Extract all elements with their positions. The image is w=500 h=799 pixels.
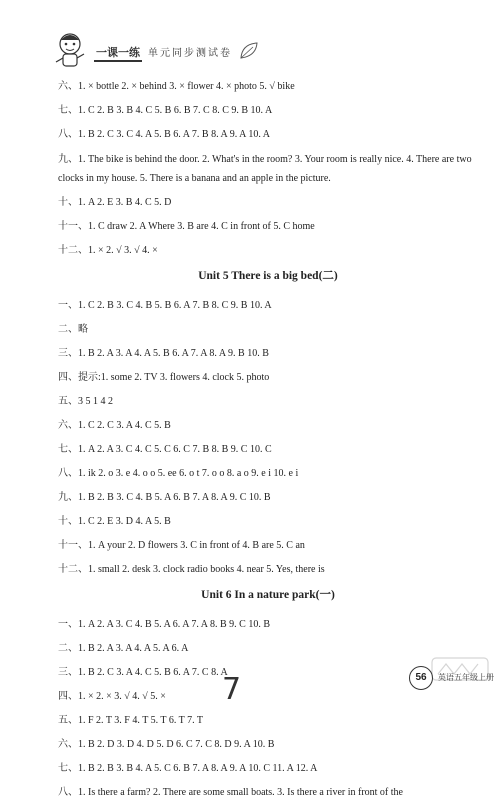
answer-line: 三、1. B 2. A 3. A 4. A 5. B 6. A 7. A 8. A 9. B 10. B: [58, 348, 269, 359]
page-header: [52, 30, 252, 70]
answer-line: 四、提示:1. some 2. TV 3. flowers 4. clock 5. photo: [58, 372, 270, 383]
answer-line: 九、1. B 2. B 3. C 4. B 5. A 6. B 7. A 8. A 9. C 10. B: [58, 492, 271, 503]
answer-line: 九、1. The bike is behind the door. 2. What's in the room? 3. Your room is really nice. 4. There are two clocks in my house. 5. There is a banana and an apple in the picture.: [58, 154, 472, 184]
leaf-decoration-icon: [238, 40, 260, 62]
answer-line: 十一、1. C draw 2. A Where 3. B are 4. C in front of 5. C home: [58, 221, 315, 232]
answer-line: 三、1. B 2. C 3. A 4. C 5. B 6. A 7. C 8. A: [58, 667, 228, 678]
page-number: 56: [409, 666, 433, 690]
answer-line: 十二、1. × 2. √ 3. √ 4. ×: [58, 245, 158, 256]
answer-line: 一、1. A 2. A 3. C 4. B 5. A 6. A 7. A 8. B 9. C 10. B: [58, 619, 270, 630]
answer-line: 七、1. B 2. B 3. B 4. A 5. C 6. B 7. A 8. A 9. A 10. C 11. A 12. A: [58, 763, 318, 774]
book-name: 英语五年级上册: [438, 673, 494, 682]
cartoon-mascot-icon: [52, 30, 88, 70]
unit6-title: Unit 6 In a nature park(一): [201, 589, 335, 601]
answer-line: 二、1. B 2. A 3. A 4. A 5. A 6. A: [58, 643, 189, 654]
answer-line: 六、1. C 2. C 3. A 4. C 5. B: [58, 420, 171, 431]
answer-line: 八、1. B 2. C 3. C 4. A 5. B 6. A 7. B 8. A 9. A 10. A: [58, 129, 270, 140]
answer-line: 十一、1. A your 2. D flowers 3. C in front of 4. B are 5. C an: [58, 540, 305, 551]
answer-line: 八、1. ik 2. o 3. e 4. o o 5. ee 6. o t 7. o o 8. a o 9. e i 10. e i: [58, 468, 299, 479]
answer-line: 十、1. C 2. E 3. D 4. A 5. B: [58, 516, 171, 527]
answer-line: 四、1. × 2. × 3. √ 4. √ 5. ×: [58, 691, 166, 702]
answer-line: 五、1. F 2. T 3. F 4. T 5. T 6. T 7. T: [58, 715, 204, 726]
answer-line: 六、1. × bottle 2. × behind 3. × flower 4. × photo 5. √ bike: [58, 81, 295, 92]
answer-line: 一、1. C 2. B 3. C 4. B 5. B 6. A 7. B 8. C 9. B 10. A: [58, 300, 272, 311]
answer-content: [58, 80, 478, 799]
answer-line: 十、1. A 2. E 3. B 4. C 5. D: [58, 197, 172, 208]
handwritten-mark: 7: [222, 672, 242, 707]
answer-line: 七、1. C 2. B 3. B 4. C 5. B 6. B 7. C 8. C 9. B 10. A: [58, 105, 273, 116]
answer-line: 六、1. B 2. D 3. D 4. D 5. D 6. C 7. C 8. D 9. A 10. B: [58, 739, 275, 750]
brand-title: 一课一练: [94, 44, 142, 62]
answer-line: 八、1. Is there a farm? 2. There are some small boats. 3. Is there a river in front of the: [58, 787, 403, 798]
answer-line: 五、3 5 1 4 2: [58, 396, 113, 407]
answer-line: 十二、1. small 2. desk 3. clock radio books 4. near 5. Yes, there is: [58, 564, 325, 575]
answer-line: 二、略: [58, 324, 88, 335]
unit5-title: Unit 5 There is a big bed(二): [198, 270, 338, 282]
series-title: 单元同步测试卷: [148, 48, 232, 59]
answer-line: 七、1. A 2. A 3. C 4. C 5. C 6. C 7. B 8. B 9. C 10. C: [58, 444, 272, 455]
